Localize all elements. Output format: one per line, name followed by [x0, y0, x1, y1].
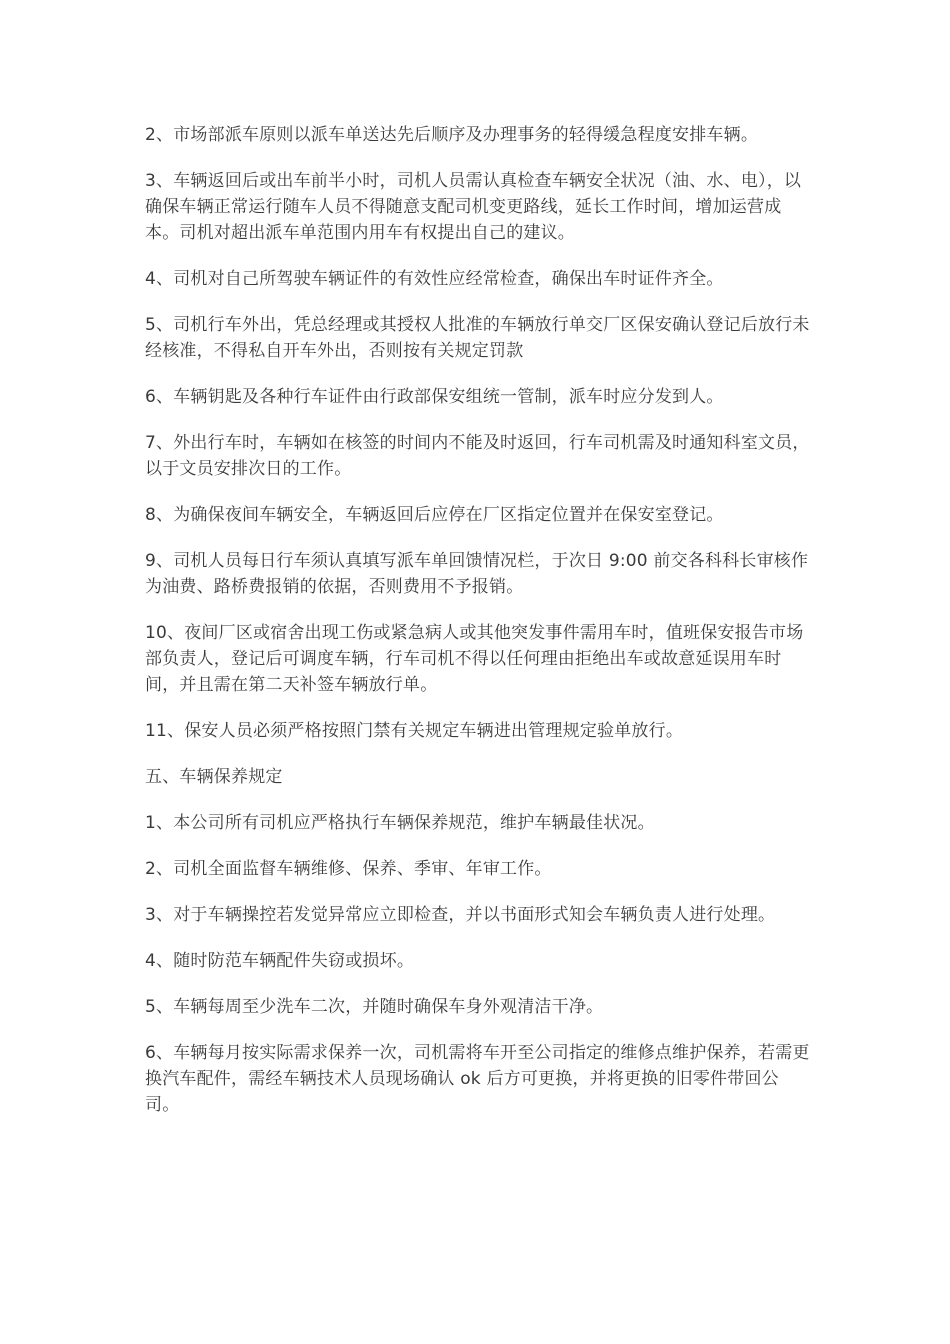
paragraph-10-emergency-use: 10、夜间厂区或宿舍出现工伤或紧急病人或其他突发事件需用车时，值班保安报告市场部负责人，登记后可调度车辆，行车司机不得以任何理由拒绝出车或故意延误用车时间，并且需在第二天补签车辆放行单。	[145, 623, 804, 695]
paragraph-m6-monthly-service: 6、车辆每月按实际需求保养一次，司机需将车开至公司指定的维修点维护保养，若需更换汽车配件，需经车辆技术人员现场确认 ok 后方可更换，并将更换的旧零件带回公司。	[145, 1043, 810, 1115]
paragraph-m3-abnormal-handling: 3、对于车辆操控若发觉异常应立即检查，并以书面形式知会车辆负责人进行处理。	[145, 905, 776, 925]
paragraph-6-key-control: 6、车辆钥匙及各种行车证件由行政部保安组统一管制，派车时应分发到人。	[145, 387, 724, 407]
document-body	[145, 122, 810, 1138]
paragraph-3-vehicle-check: 3、车辆返回后或出车前半小时，司机人员需认真检查车辆安全状况（油、水、电），以确保车辆正常运行随车人员不得随意支配司机变更路线，延长工作时间，增加运营成本。司机对超出派车单范围内用车有权提出自己的建议。	[145, 171, 802, 243]
paragraph-m1-maintenance-norms: 1、本公司所有司机应严格执行车辆保养规范，维护车辆最佳状况。	[145, 813, 655, 833]
paragraph-4-license-check: 4、司机对自己所驾驶车辆证件的有效性应经常检查，确保出车时证件齐全。	[145, 269, 724, 289]
paragraph-8-night-parking: 8、为确保夜间车辆安全，车辆返回后应停在厂区指定位置并在保安室登记。	[145, 505, 724, 525]
paragraph-7-late-return: 7、外出行车时，车辆如在核签的时间内不能及时返回，行车司机需及时通知科室文员，以于文员安排次日的工作。	[145, 433, 810, 479]
paragraph-2-dispatch-principle: 2、市场部派车原则以派车单送达先后顺序及办理事务的轻得缓急程度安排车辆。	[145, 125, 759, 145]
paragraph-5-release-pass: 5、司机行车外出，凭总经理或其授权人批准的车辆放行单交厂区保安确认登记后放行未经核准，不得私自开车外出，否则按有关规定罚款	[145, 315, 810, 361]
paragraph-m2-supervision: 2、司机全面监督车辆维修、保养、季审、年审工作。	[145, 859, 552, 879]
paragraph-m4-theft-prevention: 4、随时防范车辆配件失窃或损坏。	[145, 951, 415, 971]
paragraph-m5-car-wash: 5、车辆每周至少洗车二次，并随时确保车身外观清洁干净。	[145, 997, 604, 1017]
paragraph-11-gate-control: 11、保安人员必须严格按照门禁有关规定车辆进出管理规定验单放行。	[145, 721, 684, 741]
paragraph-9-dispatch-feedback: 9、司机人员每日行车须认真填写派车单回馈情况栏，于次日 9:00 前交各科科长审核作为油费、路桥费报销的依据，否则费用不予报销。	[145, 551, 809, 597]
section-heading-maintenance: 五、车辆保养规定	[145, 767, 283, 787]
